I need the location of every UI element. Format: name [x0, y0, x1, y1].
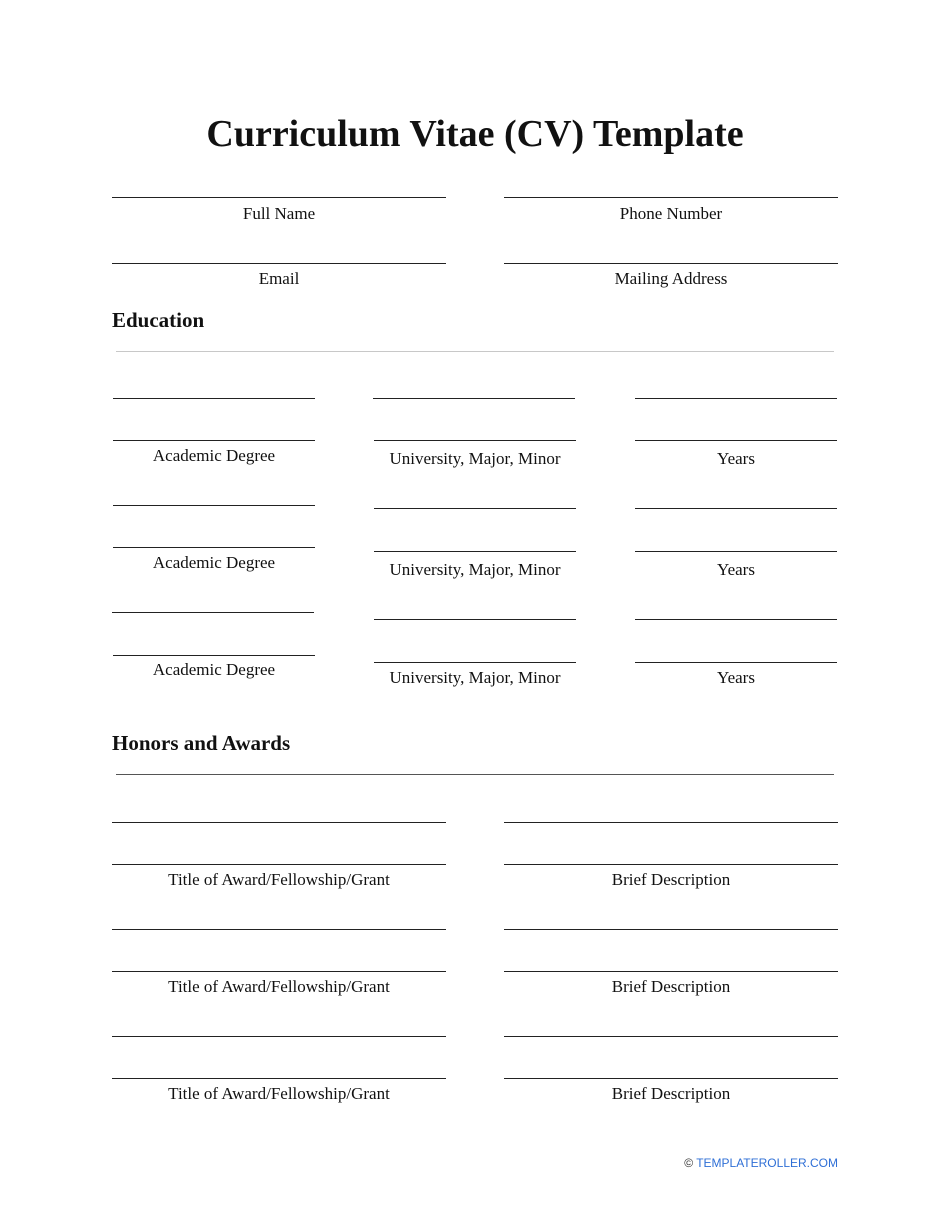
university-field-line[interactable]: [374, 551, 576, 552]
award-title-label: Title of Award/Fellowship/Grant: [168, 1084, 390, 1103]
degree-field-line[interactable]: [113, 398, 315, 399]
academic-degree-label: Academic Degree: [152, 553, 276, 572]
years-field-line[interactable]: [635, 398, 837, 399]
education-divider: [116, 351, 834, 352]
award-description-field-line[interactable]: [504, 864, 838, 865]
degree-field-line[interactable]: [113, 547, 315, 548]
footer: [684, 1155, 838, 1171]
years-label: Years: [717, 449, 755, 468]
award-description-field-line[interactable]: [504, 929, 838, 930]
templateroller-link[interactable]: TEMPLATEROLLER.COM: [696, 1156, 838, 1170]
full-name-label: Full Name: [242, 204, 316, 223]
phone-number-label: Phone Number: [619, 204, 723, 223]
honors-awards-heading: Honors and Awards: [112, 731, 291, 755]
award-title-field-line[interactable]: [112, 1036, 446, 1037]
university-field-line[interactable]: [374, 662, 576, 663]
brief-description-label: Brief Description: [611, 870, 731, 889]
phone-number-field-line[interactable]: [504, 197, 838, 198]
award-title-field-line[interactable]: [112, 864, 446, 865]
award-title-field-line[interactable]: [112, 929, 446, 930]
degree-field-line[interactable]: [112, 612, 314, 613]
award-title-label: Title of Award/Fellowship/Grant: [168, 870, 390, 889]
award-title-field-line[interactable]: [112, 822, 446, 823]
copyright-symbol: ©: [684, 1156, 694, 1170]
award-description-field-line[interactable]: [504, 1078, 838, 1079]
years-label: Years: [717, 560, 755, 579]
email-label: Email: [258, 269, 300, 288]
degree-field-line[interactable]: [113, 440, 315, 441]
award-description-field-line[interactable]: [504, 971, 838, 972]
education-heading: Education: [112, 308, 205, 332]
honors-divider: [116, 774, 834, 775]
years-field-line[interactable]: [635, 440, 837, 441]
university-field-line[interactable]: [374, 440, 576, 441]
years-field-line[interactable]: [635, 551, 837, 552]
years-field-line[interactable]: [635, 619, 837, 620]
university-major-minor-label: University, Major, Minor: [389, 668, 561, 687]
page-title: Curriculum Vitae (CV) Template: [206, 113, 744, 155]
mailing-address-field-line[interactable]: [504, 263, 838, 264]
university-field-line[interactable]: [373, 398, 575, 399]
award-description-field-line[interactable]: [504, 822, 838, 823]
award-title-field-line[interactable]: [112, 1078, 446, 1079]
degree-field-line[interactable]: [113, 655, 315, 656]
brief-description-label: Brief Description: [611, 1084, 731, 1103]
award-description-field-line[interactable]: [504, 1036, 838, 1037]
full-name-field-line[interactable]: [112, 197, 446, 198]
university-major-minor-label: University, Major, Minor: [389, 560, 561, 579]
email-field-line[interactable]: [112, 263, 446, 264]
years-field-line[interactable]: [635, 662, 837, 663]
academic-degree-label: Academic Degree: [152, 446, 276, 465]
university-field-line[interactable]: [374, 508, 576, 509]
years-field-line[interactable]: [635, 508, 837, 509]
brief-description-label: Brief Description: [611, 977, 731, 996]
academic-degree-label: Academic Degree: [152, 660, 276, 679]
award-title-field-line[interactable]: [112, 971, 446, 972]
degree-field-line[interactable]: [113, 505, 315, 506]
university-field-line[interactable]: [374, 619, 576, 620]
years-label: Years: [717, 668, 755, 687]
award-title-label: Title of Award/Fellowship/Grant: [168, 977, 390, 996]
university-major-minor-label: University, Major, Minor: [389, 449, 561, 468]
mailing-address-label: Mailing Address: [614, 269, 728, 288]
